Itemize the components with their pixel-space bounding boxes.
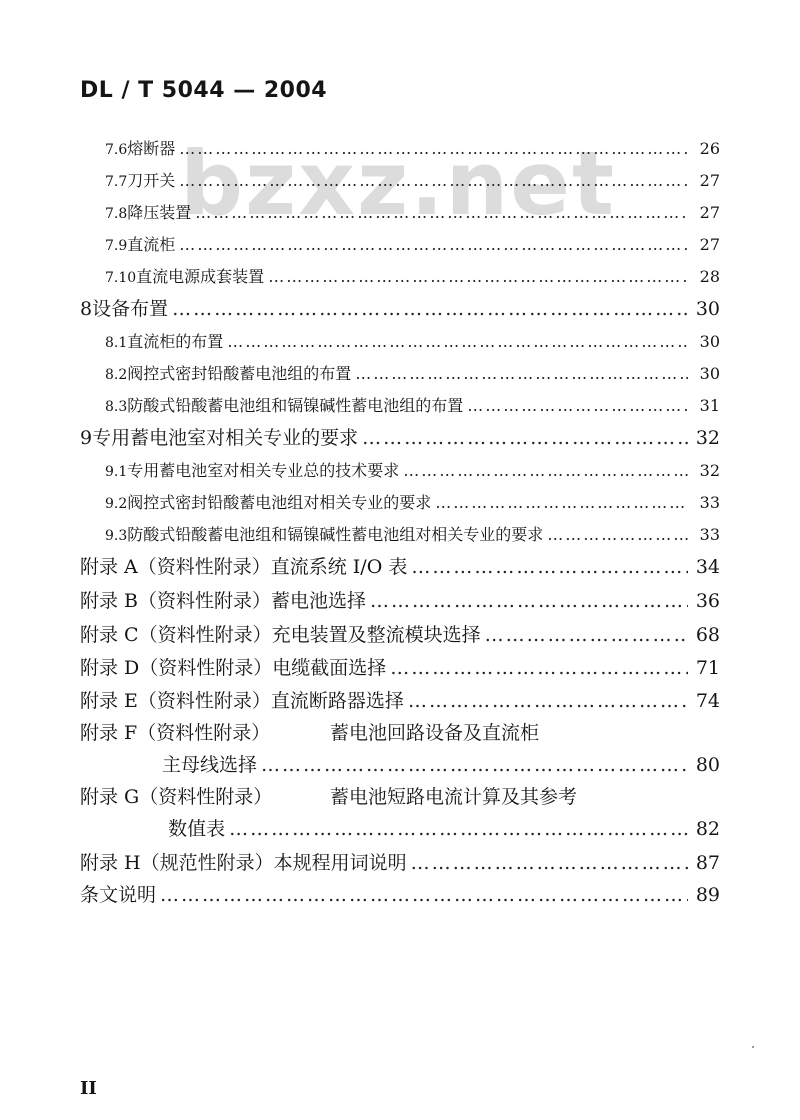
toc-page: 31 (699, 396, 720, 415)
toc-appendix-g[interactable] (80, 782, 720, 809)
toc-appendix-e[interactable] (80, 686, 720, 713)
appendix-title: 本规程用词说明 (273, 852, 407, 874)
toc-page: 33 (699, 493, 720, 512)
toc-title: 防酸式铅酸蓄电池组和镉镍碱性蓄电池组的布置 (127, 396, 464, 415)
leader-dots (179, 139, 688, 158)
leader-dots (268, 267, 688, 286)
toc-page: 27 (699, 171, 720, 190)
toc-page: 82 (695, 818, 720, 840)
toc-entry-7-7[interactable] (105, 168, 720, 191)
appendix-title-continued: 数值表 (168, 818, 226, 840)
appendix-title: 蓄电池选择 (271, 590, 367, 612)
toc-appendix-f[interactable] (80, 718, 720, 745)
appendix-title: 蓄电池短路电流计算及其参考 (330, 786, 578, 808)
toc-page: 68 (695, 624, 720, 646)
leader-dots (467, 396, 688, 415)
leader-dots (195, 203, 688, 222)
appendix-label: 附录 D（资料性附录） (80, 657, 273, 679)
toc-number: 9.3 (105, 528, 128, 544)
toc-entry-8-1[interactable] (105, 329, 720, 352)
toc-page: 32 (699, 461, 720, 480)
toc-entry-9-3[interactable] (105, 522, 720, 545)
toc-page: 32 (695, 427, 720, 449)
leader-dots (403, 461, 688, 480)
toc-entry-8[interactable] (80, 294, 720, 321)
appendix-title: 直流断路器选择 (270, 690, 404, 712)
toc-page: 87 (695, 852, 720, 874)
appendix-title: 充电装置及整流模块选择 (271, 624, 481, 646)
toc-page: 27 (699, 235, 720, 254)
toc-number: 7.8 (105, 206, 128, 222)
toc-page: 36 (695, 590, 720, 612)
leader-dots (370, 590, 688, 612)
toc-number: 8.1 (105, 335, 128, 351)
standard-code: DL / T 5044 — 2004 (80, 78, 328, 103)
toc-title: 刀开关 (127, 171, 176, 190)
toc-number: 9.1 (105, 464, 128, 480)
leader-dots (485, 624, 688, 646)
toc-entry-9[interactable] (80, 423, 720, 450)
appendix-label: 附录 C（资料性附录） (80, 624, 272, 646)
appendix-label: 附录 E（资料性附录） (80, 690, 271, 712)
toc-title: 专用蓄电池室对相关专业的要求 (92, 427, 359, 449)
toc-number: 9 (80, 427, 93, 449)
appendix-title: 电缆截面选择 (272, 657, 387, 679)
leader-dots (229, 818, 688, 840)
leader-dots (172, 298, 688, 320)
toc-appendix-b[interactable] (80, 586, 720, 613)
toc-page: 30 (699, 364, 720, 383)
toc-page: 74 (695, 690, 720, 712)
leader-dots (547, 525, 688, 544)
toc-entry-7-6[interactable] (105, 136, 720, 159)
toc-entry-explanation[interactable] (80, 880, 720, 907)
toc-title: 阀控式密封铅酸蓄电池组对相关专业的要求 (127, 493, 432, 512)
toc-entry-9-2[interactable] (105, 490, 720, 513)
appendix-title: 蓄电池回路设备及直流柜 (330, 722, 540, 744)
appendix-label: 附录 A（资料性附录） (80, 556, 271, 578)
toc-appendix-h[interactable] (80, 848, 720, 875)
appendix-label: 附录 B（资料性附录） (80, 590, 272, 612)
toc-number: 7.7 (105, 174, 128, 190)
scan-speck (752, 1046, 754, 1048)
toc-title: 直流柜的布置 (127, 332, 224, 351)
toc-entry-7-8[interactable] (105, 200, 720, 223)
leader-dots (411, 852, 688, 874)
toc-page: 30 (695, 298, 720, 320)
toc-number: 7.10 (105, 270, 137, 286)
leader-dots (411, 556, 688, 578)
page-number: II (80, 1078, 97, 1099)
toc-page: 34 (695, 556, 720, 578)
toc-title: 降压装置 (127, 203, 192, 222)
toc-page: 71 (695, 657, 720, 679)
toc-number: 9.2 (105, 496, 128, 512)
leader-dots (179, 235, 688, 254)
toc-entry-8-2[interactable] (105, 361, 720, 384)
watermark: bzxz.net (180, 132, 617, 235)
toc-title: 直流电源成套装置 (136, 267, 265, 286)
toc-appendix-a[interactable] (80, 552, 720, 579)
toc-title: 阀控式密封铅酸蓄电池组的布置 (127, 364, 352, 383)
toc-entry-7-9[interactable] (105, 232, 720, 255)
toc-number: 8.2 (105, 367, 128, 383)
toc-title: 条文说明 (80, 884, 157, 906)
leader-dots (390, 657, 688, 679)
toc-number: 7.6 (105, 142, 128, 158)
leader-dots (227, 332, 688, 351)
leader-dots (355, 364, 688, 383)
toc-appendix-f-continued[interactable] (80, 750, 720, 777)
leader-dots (362, 427, 688, 449)
toc-entry-9-1[interactable] (105, 458, 720, 481)
toc-appendix-c[interactable] (80, 620, 720, 647)
toc-entry-7-10[interactable] (105, 264, 720, 287)
leader-dots (160, 884, 688, 906)
toc-title: 设备布置 (92, 298, 169, 320)
toc-title: 熔断器 (127, 139, 176, 158)
toc-page: 89 (695, 884, 720, 906)
toc-page: 27 (699, 203, 720, 222)
toc-number: 7.9 (105, 238, 128, 254)
leader-dots (179, 171, 688, 190)
toc-page: 33 (699, 525, 720, 544)
toc-page: 26 (699, 139, 720, 158)
toc-number: 8 (80, 298, 93, 320)
toc-page: 30 (699, 332, 720, 351)
toc-page: 80 (695, 754, 720, 776)
toc-appendix-d[interactable] (80, 653, 720, 680)
toc-title: 防酸式铅酸蓄电池组和镉镍碱性蓄电池组对相关专业的要求 (127, 525, 544, 544)
appendix-title-continued: 主母线选择 (161, 754, 257, 776)
appendix-label: 附录 G（资料性附录） (80, 786, 273, 808)
leader-dots (261, 754, 688, 776)
appendix-label: 附录 H（规范性附录） (80, 852, 274, 874)
toc-title: 直流柜 (127, 235, 176, 254)
toc-title: 专用蓄电池室对相关专业总的技术要求 (127, 461, 400, 480)
toc-page: 28 (699, 267, 720, 286)
leader-dots (408, 690, 688, 712)
appendix-label: 附录 F（资料性附录） (80, 722, 271, 744)
leader-dots (435, 493, 688, 512)
toc-appendix-g-continued[interactable] (80, 814, 720, 841)
appendix-title: 直流系统 I/O 表 (270, 556, 408, 578)
toc-number: 8.3 (105, 399, 128, 415)
toc-entry-8-3[interactable] (105, 393, 720, 416)
